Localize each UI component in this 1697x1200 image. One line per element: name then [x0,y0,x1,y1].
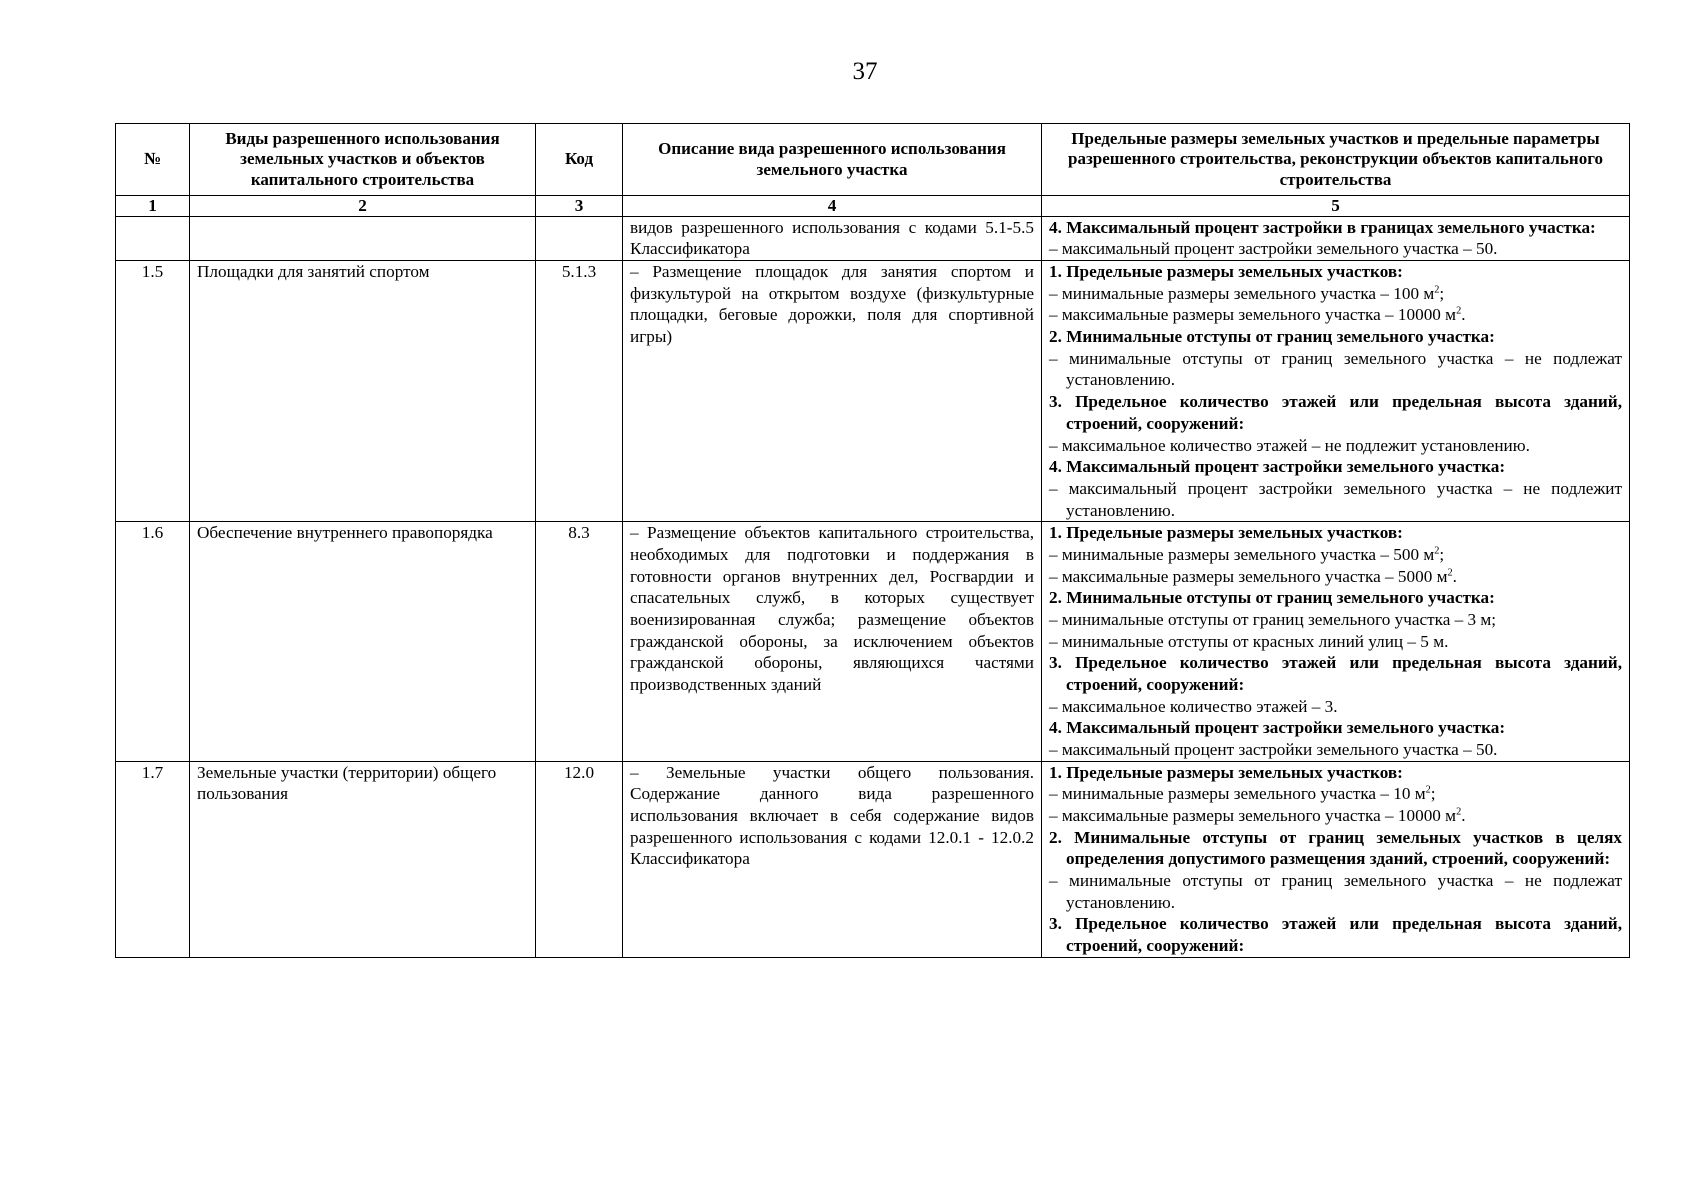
parameter-text: 4. Максимальный процент застройки в границах земельного участка: [1049,217,1596,237]
parameter-text: – минимальные размеры земельного участка – 100 м [1049,283,1435,303]
use-type-name [190,216,536,260]
parameter-punctuation: . [1461,305,1466,325]
parameter-text: – максимальный процент застройки земельного участка – 50. [1049,239,1498,259]
parameter-punctuation: ; [1439,283,1445,303]
use-parameters [1042,761,1630,957]
parameter-text: 1. Предельные размеры земельных участков: [1049,262,1403,282]
column-number: 3 [536,196,623,217]
parameter-text: – минимальные размеры земельного участка – 10 м [1049,784,1426,804]
use-description [623,261,1042,522]
column-number: 1 [116,196,190,217]
use-description [623,761,1042,957]
parameter-punctuation: . [1461,805,1466,825]
parameter-item [1049,739,1622,761]
parameter-text: 1. Предельные размеры земельных участков: [1049,523,1403,543]
use-type-name: Обеспечение внутреннего правопорядка [190,522,536,761]
parameter-heading [1049,391,1622,434]
description-text: – Размещение площадок для занятия спортом и физкультурой на открытом воздухе (физкультурные площадки, беговые дорожки, поля для спортивной игры) [630,262,1034,347]
row-number: 1.6 [116,522,190,761]
parameter-heading [1049,522,1622,544]
parameter-text: – минимальные отступы от границ земельного участка – 3 м; [1049,609,1497,629]
superscript: 2 [1447,566,1453,578]
row-number [116,216,190,260]
header-use-type: Виды разрешенного использования земельных участков и объектов капитального строительства [190,124,536,196]
parameter-item [1049,696,1622,718]
column-number: 5 [1042,196,1630,217]
header-code: Код [536,124,623,196]
superscript: 2 [1434,545,1440,557]
parameter-heading [1049,913,1622,956]
table-row [116,761,1630,957]
superscript: 2 [1456,305,1462,317]
parameter-heading [1049,762,1622,784]
parameter-item [1049,478,1622,521]
description-text: – Размещение объектов капитального строительства, необходимых для подготовки и поддержания в готовности органов внутренних дел, Росгвардии и спасательных служб, в которых существует военизированная служба; размещение объектов гражданской обороны, за исключением объектов гражданской обороны, являющихся частями производственных зданий [630,523,1034,694]
parameter-text: – максимальные размеры земельного участка – 10000 м [1049,805,1457,825]
column-number-row [116,196,1630,217]
parameter-text: 1. Предельные размеры земельных участков: [1049,762,1403,782]
superscript: 2 [1456,806,1462,818]
table-header-row [116,124,1630,196]
parameter-punctuation: ; [1439,544,1445,564]
parameter-item [1049,805,1622,827]
row-number: 1.5 [116,261,190,522]
parameter-text: – минимальные размеры земельного участка – 500 м [1049,544,1435,564]
parameter-item [1049,238,1622,260]
parameter-text: – максимальные размеры земельного участка – 5000 м [1049,566,1448,586]
use-type-name: Земельные участки (территории) общего пользования [190,761,536,957]
parameter-text: – максимальный процент застройки земельного участка – 50. [1049,739,1498,759]
page-number: 37 [852,58,878,85]
row-number: 1.7 [116,761,190,957]
parameter-item [1049,870,1622,913]
parameter-punctuation: . [1452,566,1457,586]
table-row [116,216,1630,260]
use-code [536,216,623,260]
parameter-text: 4. Максимальный процент застройки земельного участка: [1049,457,1506,477]
superscript: 2 [1425,784,1431,796]
superscript: 2 [1434,284,1440,296]
parameter-text: – минимальные отступы от границ земельного участка – не подлежат установлению. [1049,348,1622,390]
use-description [623,216,1042,260]
table-body [116,216,1630,957]
parameter-item [1049,435,1622,457]
use-code: 12.0 [536,761,623,957]
parameter-text: – максимальный процент застройки земельного участка – не подлежит установлению. [1049,478,1622,520]
parameter-text: 3. Предельное количество этажей или предельная высота зданий, строений, сооружений: [1049,653,1622,694]
use-code: 5.1.3 [536,261,623,522]
parameter-item [1049,783,1622,805]
use-description [623,522,1042,761]
parameter-text: 2. Минимальные отступы от границ земельного участка: [1049,327,1495,347]
description-text: – Земельные участки общего пользования. Содержание данного вида разрешенного использования включает в себя содержание видов разрешенного использования с кодами 12.0.1 - 12.0.2 Классификатора [630,762,1034,869]
parameter-text: 2. Минимальные отступы от границ земельного участка: [1049,588,1495,608]
use-type-name: Площадки для занятий спортом [190,261,536,522]
parameter-punctuation: ; [1430,784,1436,804]
use-parameters [1042,261,1630,522]
table-row [116,261,1630,522]
column-number: 4 [623,196,1042,217]
parameter-heading [1049,261,1622,283]
parameter-heading [1049,217,1622,239]
use-parameters [1042,522,1630,761]
parameter-text: – минимальные отступы от красных линий улиц – 5 м. [1049,631,1449,651]
header-description: Описание вида разрешенного использования земельного участка [623,124,1042,196]
use-code: 8.3 [536,522,623,761]
parameter-item [1049,566,1622,588]
parameter-heading [1049,717,1622,739]
use-parameters [1042,216,1630,260]
parameter-item [1049,609,1622,631]
header-parameters: Предельные размеры земельных участков и предельные параметры разрешенного строительства, реконструкции объектов капитального строительства [1042,124,1630,196]
parameter-text: – максимальное количество этажей – не подлежит установлению. [1049,435,1530,455]
parameter-item [1049,631,1622,653]
parameter-item [1049,544,1622,566]
header-num: № [116,124,190,196]
parameter-item [1049,283,1622,305]
parameter-text: 3. Предельное количество этажей или предельная высота зданий, строений, сооружений: [1049,914,1622,955]
parameter-heading [1049,652,1622,695]
parameter-text: – максимальное количество этажей – 3. [1049,696,1338,716]
parameter-item [1049,304,1622,326]
parameter-heading [1049,587,1622,609]
table-row [116,522,1630,761]
parameter-text: 4. Максимальный процент застройки земельного участка: [1049,718,1506,738]
description-text: видов разрешенного использования с кодами 5.1-5.5 Классификатора [630,217,1034,259]
parameter-text: 2. Минимальные отступы от границ земельных участков в целях определения допустимого размещения зданий, строений, сооружений: [1049,827,1622,869]
permitted-use-table [115,123,1630,958]
parameter-text: 3. Предельное количество этажей или предельная высота зданий, строений, сооружений: [1049,392,1622,433]
parameter-heading [1049,827,1622,870]
parameter-heading [1049,456,1622,478]
parameter-item [1049,348,1622,391]
column-number: 2 [190,196,536,217]
parameter-text: – минимальные отступы от границ земельного участка – не подлежат установлению. [1049,870,1622,912]
parameter-heading [1049,326,1622,348]
parameter-text: – максимальные размеры земельного участка – 10000 м [1049,305,1457,325]
